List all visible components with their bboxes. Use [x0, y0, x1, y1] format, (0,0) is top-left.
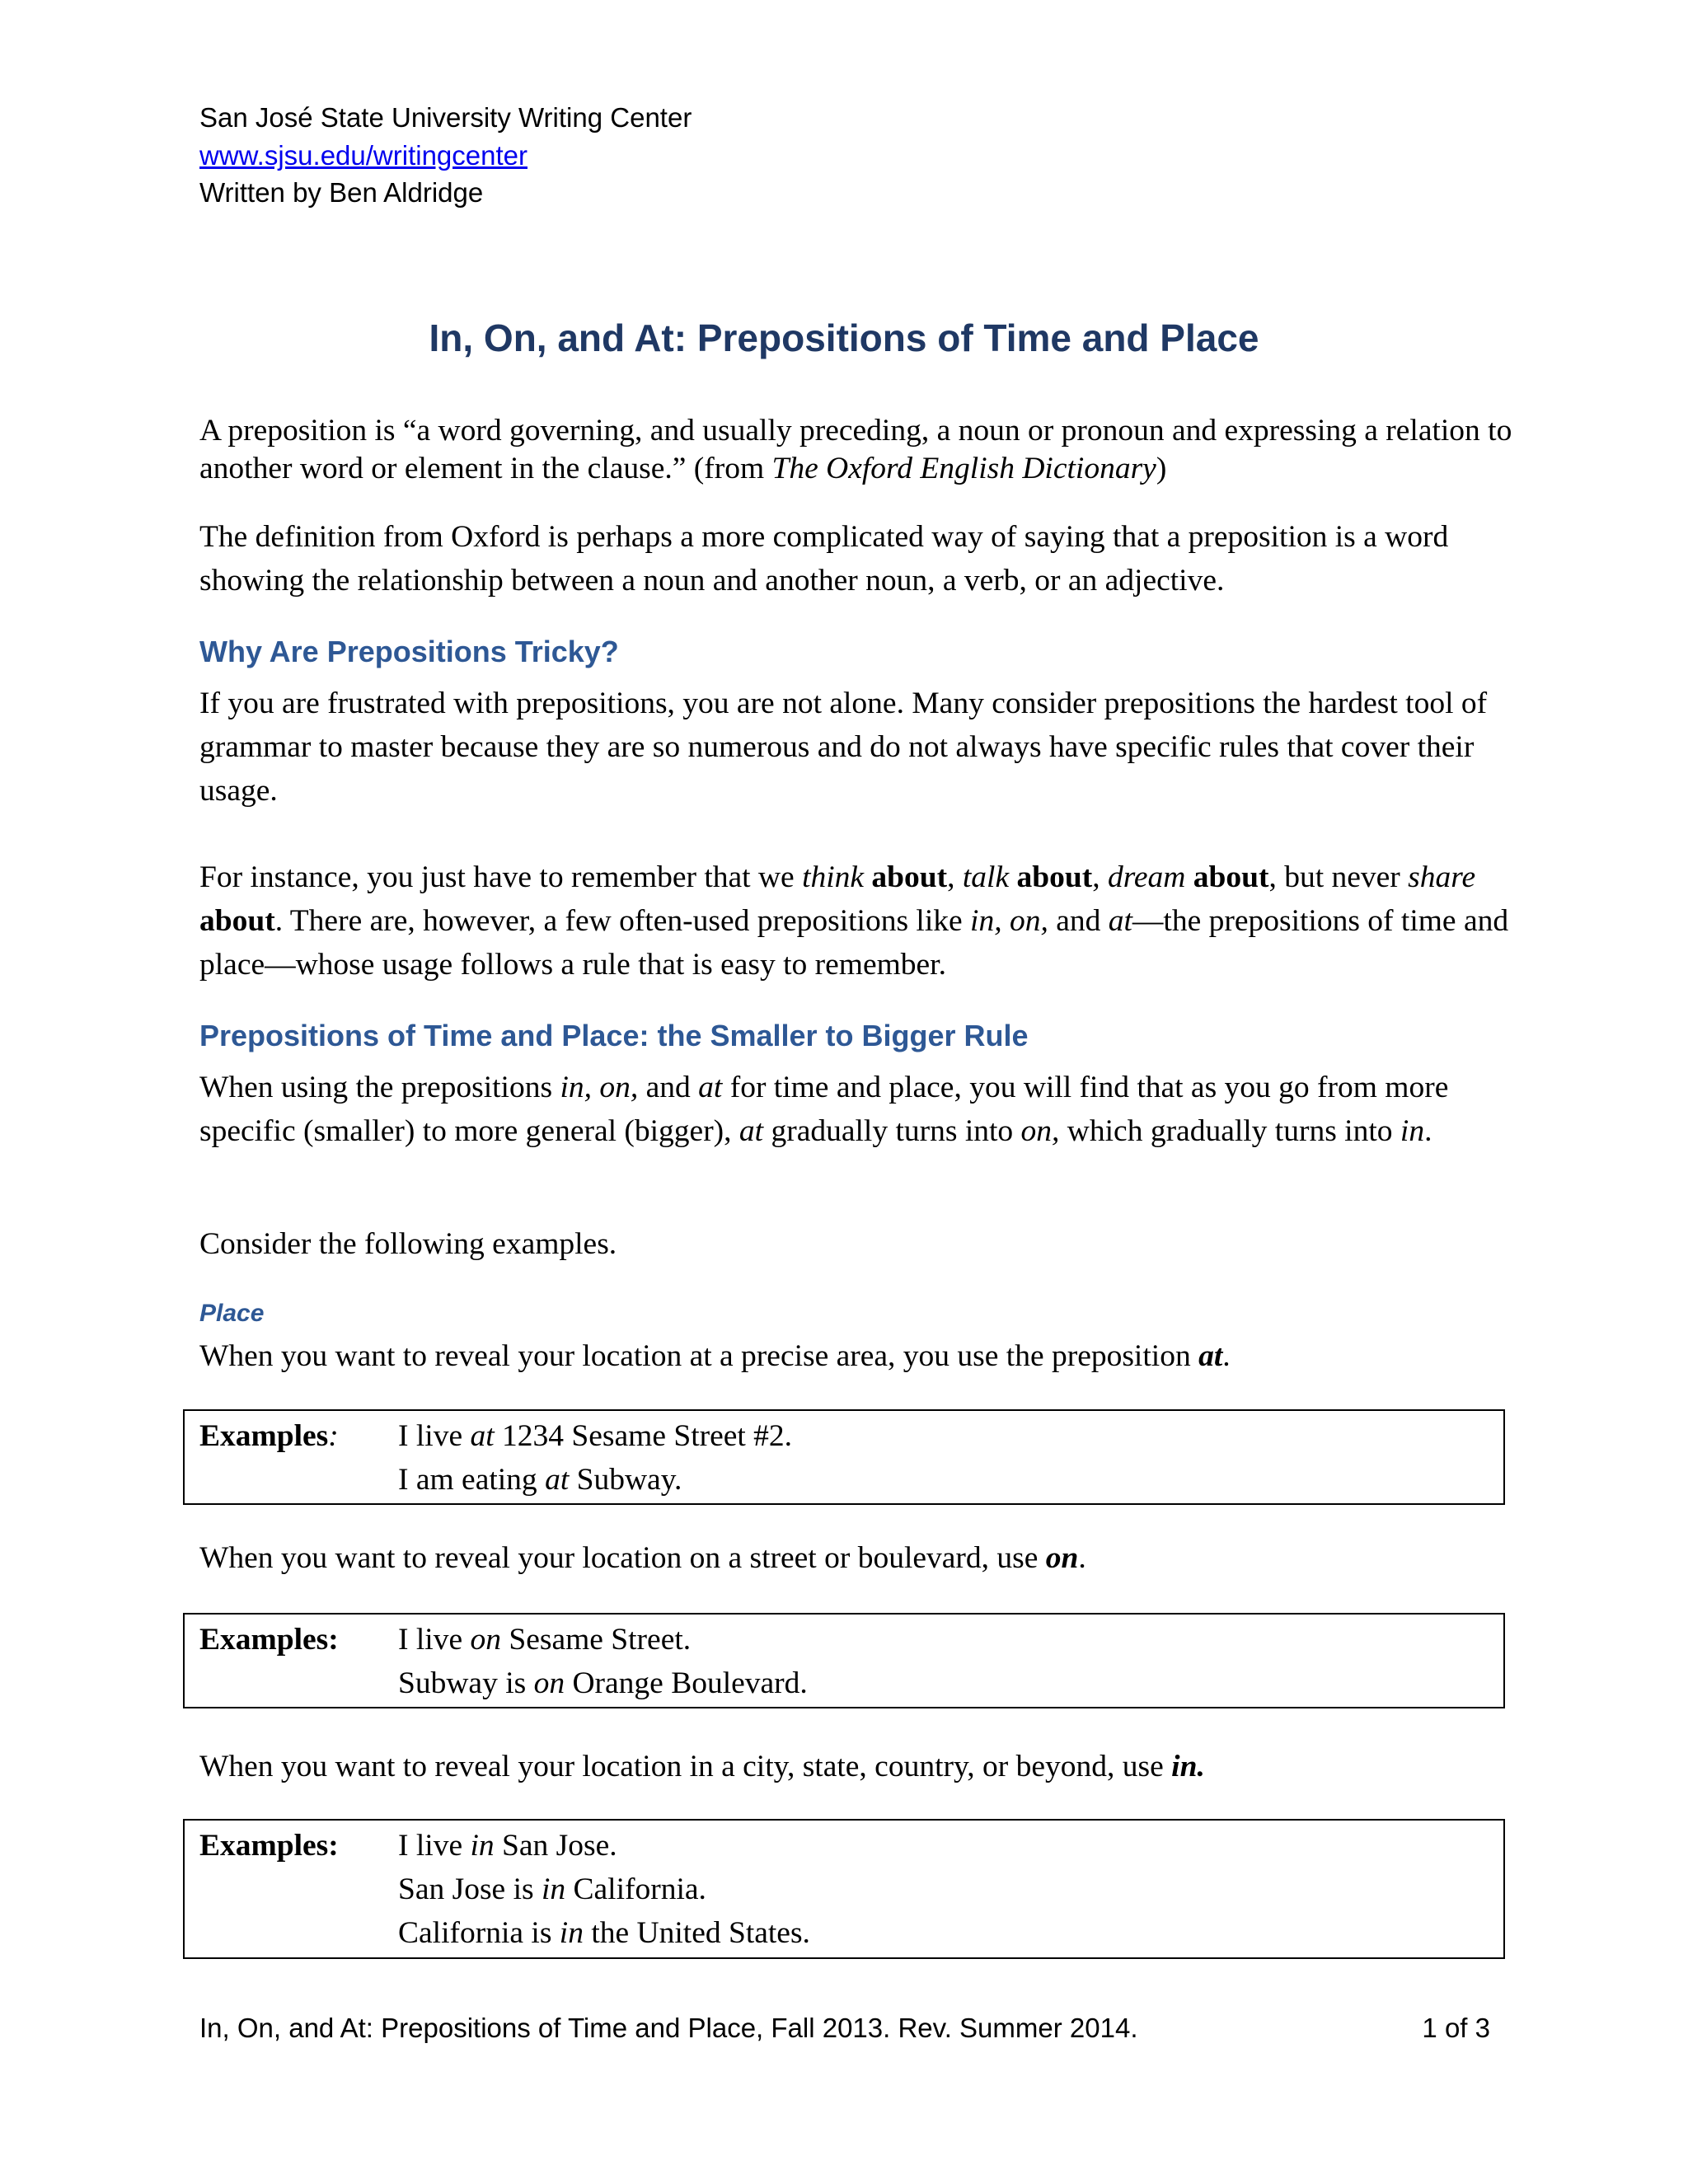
example-line: California is in the United States.: [398, 1916, 810, 1950]
examples-box-at: [183, 1409, 1505, 1505]
tricky-paragraph-2: For instance, you just have to remember that we think about, talk about, dream about, but never share about. There are, however, a few often-used prepositions like in, on, and at—the prepositions of time and place—whose usage follows a rule that is easy to remember.: [199, 860, 1509, 982]
intro-paragraph-1: A preposition is “a word governing, and usually preceding, a noun or pronoun and expressing a relation to another word or element in the clause.” (from The Oxford English Dictionary): [199, 414, 1512, 485]
header-url-link[interactable]: www.sjsu.edu/writingcenter: [199, 140, 528, 171]
example-line: I am eating at Subway.: [398, 1463, 682, 1497]
page-number: 1 of 3: [1422, 2013, 1490, 2043]
example-line: I live in San Jose.: [398, 1829, 617, 1863]
examples-list: [398, 1824, 810, 1955]
examples-box-on: [183, 1613, 1505, 1708]
intro-paragraph-2: The definition from Oxford is perhaps a more complicated way of saying that a preposition is a word showing the relationship between a noun and another noun, a verb, or an adjective.: [199, 520, 1449, 598]
place-in-intro: When you want to reveal your location in a city, state, country, or beyond, use in.: [199, 1750, 1205, 1783]
example-line: I live on Sesame Street.: [398, 1623, 692, 1657]
example-line: San Jose is in California.: [398, 1872, 706, 1906]
header-author: Written by Ben Aldridge: [199, 177, 484, 208]
examples-box-in: [183, 1819, 1505, 1959]
examples-label: Examples:: [199, 1419, 339, 1453]
rule-paragraph-1: When using the prepositions in, on, and at for time and place, you will find that as you go from more specific (smaller) to more general (bigger), at gradually turns into on, which gradually turns into in.: [199, 1071, 1449, 1148]
place-at-intro: When you want to reveal your location at a precise area, you use the preposition at.: [199, 1339, 1231, 1373]
examples-list: [398, 1414, 792, 1502]
examples-label: Examples:: [199, 1829, 339, 1863]
examples-label: Examples:: [199, 1623, 339, 1657]
examples-list: [398, 1618, 808, 1705]
header-org: San José State University Writing Center: [199, 102, 692, 133]
source-title: The Oxford English Dictionary: [771, 452, 1156, 485]
subheading-place: Place: [199, 1300, 265, 1327]
page-title: In, On, and At: Prepositions of Time and Place: [429, 316, 1259, 359]
rule-paragraph-2: Consider the following examples.: [199, 1227, 617, 1261]
section-heading-tricky: Why Are Prepositions Tricky?: [199, 635, 619, 668]
section-heading-rule: Prepositions of Time and Place: the Smaller to Bigger Rule: [199, 1019, 1029, 1052]
tricky-paragraph-1: If you are frustrated with prepositions, you are not alone. Many consider prepositions the hardest tool of grammar to master because they are so numerous and do not always have specific rules that cover their usage.: [199, 687, 1488, 808]
example-line: Subway is on Orange Boulevard.: [398, 1666, 808, 1700]
footer-text: In, On, and At: Prepositions of Time and Place, Fall 2013. Rev. Summer 2014.: [199, 2013, 1138, 2043]
place-on-intro: When you want to reveal your location on a street or boulevard, use on.: [199, 1541, 1086, 1575]
example-line: I live at 1234 Sesame Street #2.: [398, 1419, 793, 1453]
